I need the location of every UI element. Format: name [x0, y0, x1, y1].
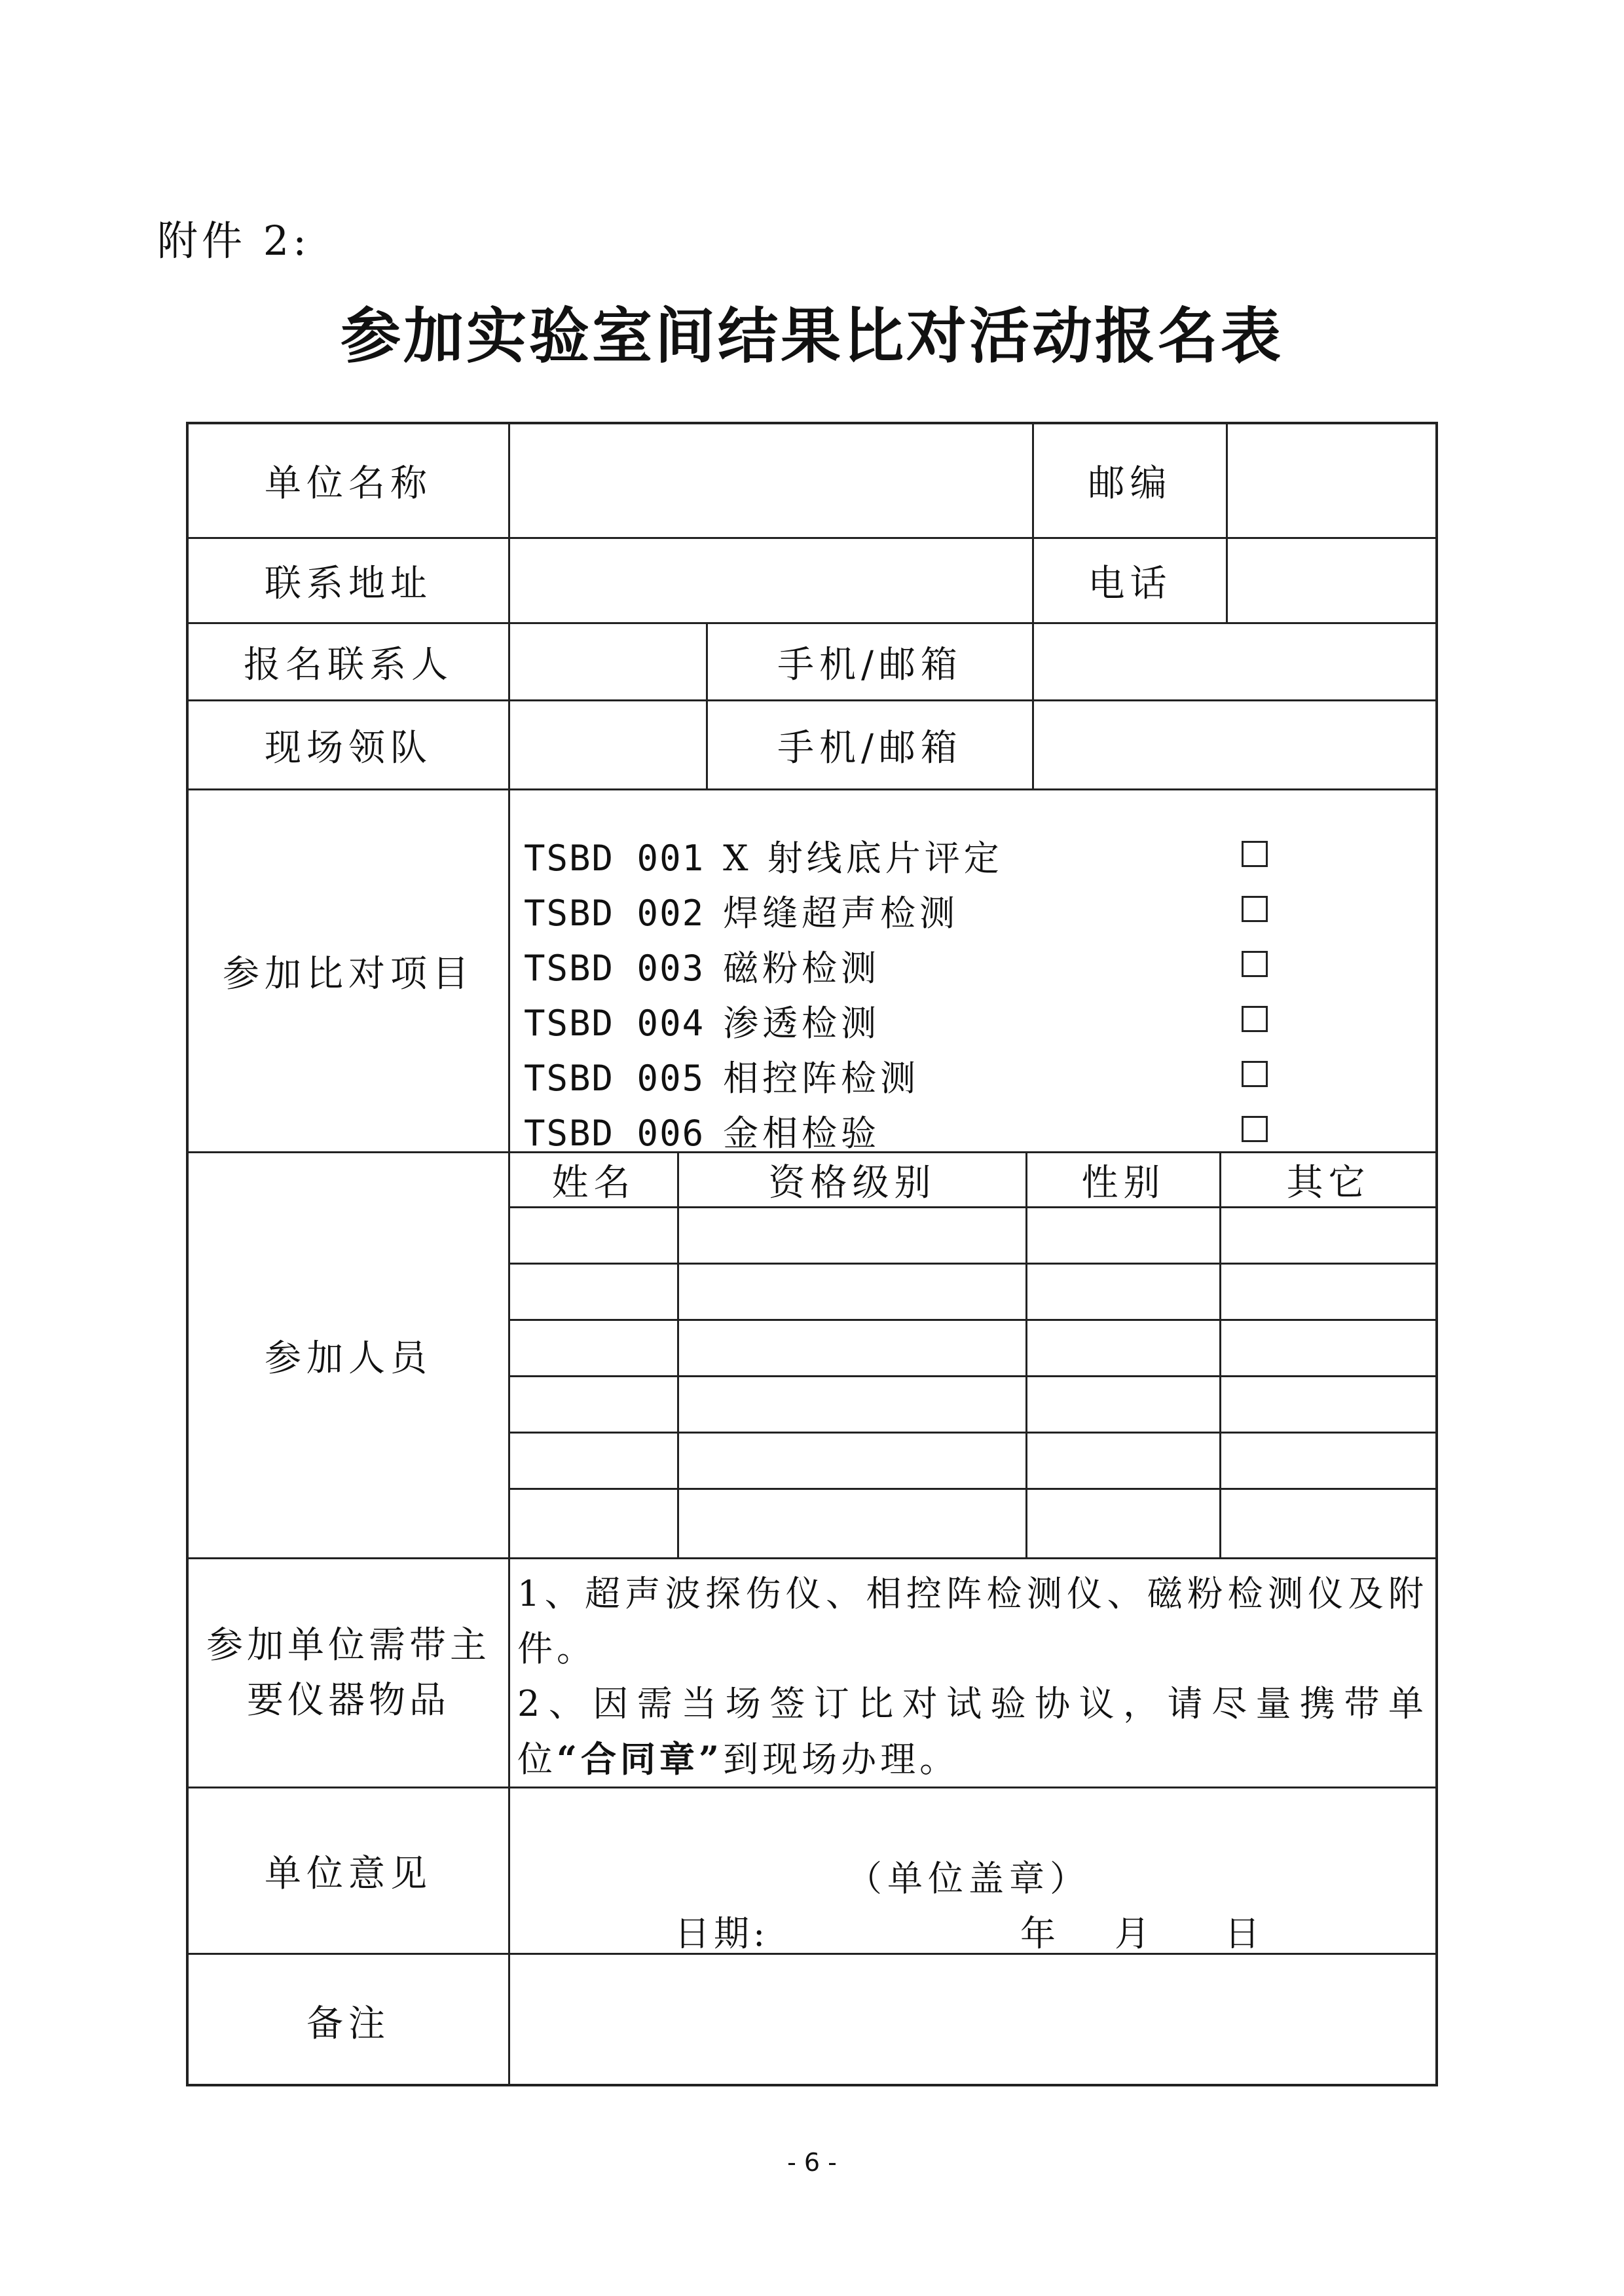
seal-text: （单位盖章）	[847, 1858, 1090, 1899]
remarks-field[interactable]	[510, 1955, 1435, 2086]
equipment-item-1: 1、超声波探伤仪、相控阵检测仪、磁粉检测仪及附件。	[517, 1573, 1428, 1669]
date-year: 年	[1020, 1913, 1060, 1954]
header-name: 姓名	[551, 1161, 636, 1204]
form-title: 参加实验室间结果比对活动报名表	[340, 301, 1283, 371]
date-day: 日	[1225, 1913, 1264, 1954]
leader-field[interactable]	[510, 701, 706, 788]
equipment-label: 参加单位需带主要仪器物品	[206, 1623, 490, 1722]
leader-label: 现场领队	[265, 726, 432, 769]
remarks-label: 备注	[306, 2002, 390, 2045]
project-item: TSBD 005 相控阵检测	[524, 1058, 920, 1099]
annex-label: 附件 2:	[157, 217, 311, 265]
project-checkbox[interactable]	[1242, 1061, 1268, 1087]
projects-label: 参加比对项目	[223, 952, 474, 995]
date-month: 月	[1115, 1913, 1154, 1954]
contact-mobile-field[interactable]	[1034, 624, 1435, 699]
personnel-label: 参加人员	[265, 1337, 432, 1380]
project-checkbox[interactable]	[1242, 1116, 1268, 1142]
postcode-label: 邮编	[1088, 462, 1172, 505]
postcode-field[interactable]	[1228, 424, 1435, 537]
project-item: TSBD 004 渗透检测	[524, 1003, 881, 1044]
header-qualification: 资格级别	[768, 1161, 936, 1204]
project-checkbox[interactable]	[1242, 1006, 1268, 1032]
equipment-item-2: 2、因需当场签订比对试验协议，请尽量携带单位“合同章”到现场办理。	[517, 1683, 1428, 1780]
address-field[interactable]	[510, 539, 1032, 622]
registration-form	[186, 422, 1438, 2086]
phone-field[interactable]	[1228, 539, 1435, 622]
project-item: TSBD 001 X 射线底片评定	[524, 838, 1003, 879]
leader-mobile-field[interactable]	[1034, 701, 1435, 788]
project-checkbox[interactable]	[1242, 896, 1268, 922]
contact-field[interactable]	[510, 624, 706, 699]
address-label: 联系地址	[265, 562, 432, 605]
project-checkbox[interactable]	[1242, 951, 1268, 977]
page-number: - 6 -	[787, 2148, 837, 2177]
date-label: 日期:	[674, 1913, 769, 1954]
project-checkbox[interactable]	[1242, 841, 1268, 867]
opinion-label: 单位意见	[265, 1852, 432, 1895]
project-item: TSBD 003 磁粉检测	[524, 948, 881, 989]
unit-name-field[interactable]	[510, 424, 1032, 537]
unit-name-label: 单位名称	[265, 462, 432, 505]
project-item: TSBD 006 金相检验	[524, 1113, 881, 1154]
contact-mobile-label: 手机/邮箱	[777, 643, 963, 686]
contact-label: 报名联系人	[244, 643, 453, 686]
phone-label: 电话	[1088, 562, 1172, 605]
header-other: 其它	[1286, 1161, 1371, 1204]
header-gender: 性别	[1081, 1161, 1166, 1204]
leader-mobile-label: 手机/邮箱	[777, 726, 963, 769]
project-item: TSBD 002 焊缝超声检测	[524, 893, 959, 934]
